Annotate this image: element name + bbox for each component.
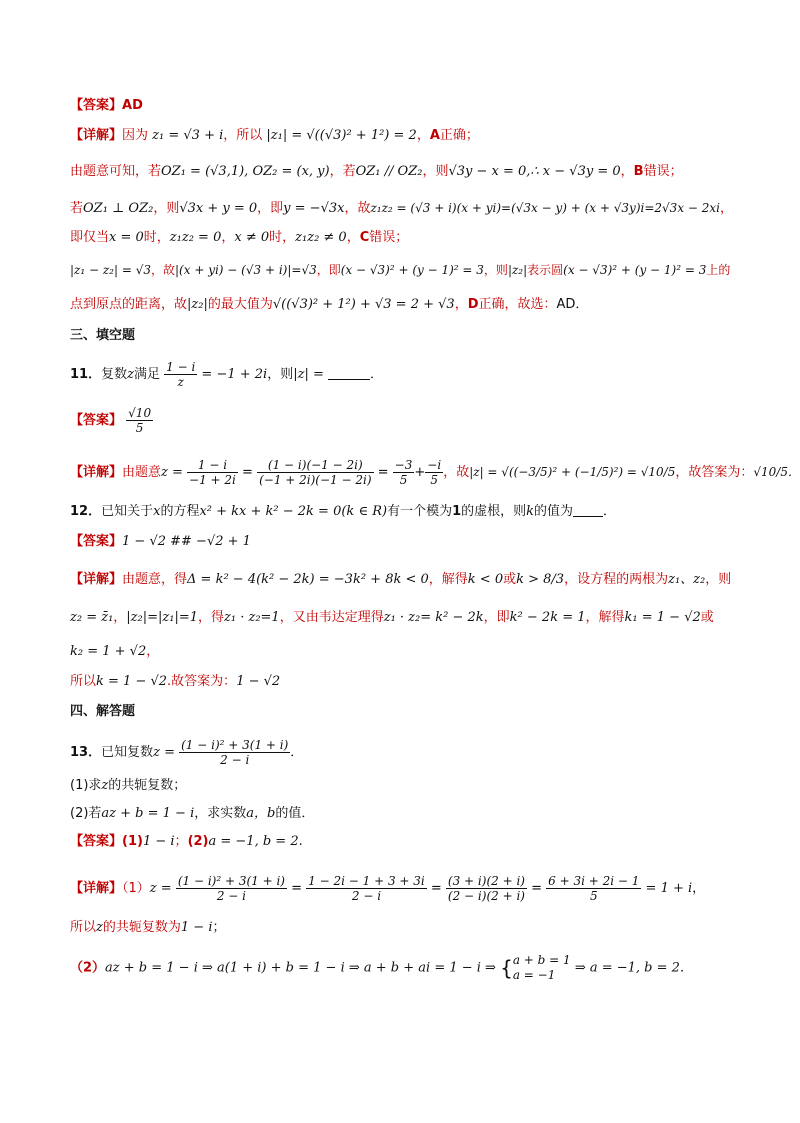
text: ， <box>146 644 160 659</box>
question-number: 12． <box>70 504 102 519</box>
math: |z₂| <box>507 263 528 277</box>
q13-detail-line-3 <box>70 953 693 983</box>
text: ，设方程的两根为 <box>564 572 669 587</box>
text: ，即 <box>316 263 341 277</box>
q12-detail-line-3 <box>70 642 159 662</box>
denominator: 5 <box>589 889 598 903</box>
text: ，故答案为： <box>675 465 754 480</box>
text: ，则 <box>267 367 294 382</box>
text: ，则 <box>422 164 449 179</box>
text: ； <box>212 920 226 935</box>
denominator: 2 − i <box>216 889 246 903</box>
text: ， <box>620 164 634 179</box>
fraction <box>164 360 197 389</box>
text: 有一个模为 <box>387 504 453 519</box>
q10-answer-line <box>70 96 143 116</box>
math: x = 0 <box>109 230 144 245</box>
numerator: (1 − i)(−1 − 2i) <box>257 458 373 473</box>
math: x² + kx + k² − 2k = 0(k ∈ R) <box>199 504 388 519</box>
math: 1 − i <box>142 834 175 849</box>
q12-question <box>70 502 616 522</box>
option-letter: D <box>467 297 479 312</box>
answer-value: AD <box>122 98 143 113</box>
text: 时， <box>143 230 170 245</box>
text: ， <box>416 128 430 143</box>
fraction <box>446 874 527 903</box>
text: ， <box>346 230 360 245</box>
math: z₁z₂ = 0 <box>169 230 222 245</box>
fraction <box>257 458 373 487</box>
text: ，又由韦达定理得 <box>279 610 384 625</box>
text: 时， <box>269 230 296 245</box>
math: a + b = 1 <box>512 953 571 967</box>
answer-blank <box>573 502 603 517</box>
text: 因为 <box>122 128 149 143</box>
q12-answer-line <box>70 532 251 552</box>
math: k₁ = 1 − √2 <box>624 610 701 625</box>
question-number: 13． <box>70 745 102 760</box>
detail-tag: 【详解】 <box>70 881 123 896</box>
math: √((√3)² + 1²) + √3 = 2 + √3 <box>272 297 455 312</box>
denominator: 5 <box>430 473 439 487</box>
text: ，故 <box>443 465 470 480</box>
text: (2) <box>187 834 209 849</box>
math: z = <box>149 881 172 896</box>
text: ， <box>454 297 468 312</box>
text: （2） <box>70 960 106 976</box>
math: k > 8/3 <box>516 572 565 587</box>
math: |(x + yi) − (√3 + i)|=√3 <box>175 263 317 277</box>
math: OZ₁ // OZ₂ <box>355 164 423 179</box>
section-heading-solutions: 四、解答题 <box>70 704 136 719</box>
text: 正确； <box>439 128 479 143</box>
numerator: (1 − i)² + 3(1 + i) <box>181 738 289 752</box>
text: 已知复数 <box>101 745 154 760</box>
math: k² − 2k = 1 <box>509 610 586 625</box>
numerator: (1 − i)² + 3(1 + i) <box>177 874 285 888</box>
math: ⇒ a = −1, b = 2． <box>574 960 693 976</box>
text: 表示圆 <box>527 263 564 277</box>
text: ， <box>221 230 235 245</box>
math: z₁z₂ ≠ 0 <box>295 230 347 245</box>
denominator: (−1 + 2i)(−1 − 2i) <box>259 473 372 487</box>
text: 点到原点的距离，故 <box>70 297 188 312</box>
denominator: 5 <box>135 421 144 435</box>
numerator: 1 − i <box>166 360 196 374</box>
math: k <box>526 504 535 519</box>
denominator: −1 + 2i <box>189 473 236 487</box>
math: z₁ = √3 + i <box>152 128 224 143</box>
fraction <box>393 458 415 487</box>
fraction <box>546 874 641 903</box>
numerator: √10 <box>128 406 152 420</box>
math: a = −1, b = 2 <box>208 834 299 849</box>
text: ，故 <box>151 263 176 277</box>
math: y = −√3x <box>283 201 345 216</box>
math: = −1 + 2i <box>201 367 268 382</box>
fraction <box>425 458 443 487</box>
text: ，解得 <box>428 572 468 587</box>
numerator: 1 − 2i − 1 + 3 + 3i <box>308 874 425 888</box>
math: z = <box>161 465 183 480</box>
answer-tag: 【答案】 <box>70 98 123 113</box>
q10-detail-line-3 <box>70 198 733 219</box>
detail-tag: 【详解】 <box>70 128 123 143</box>
text: ，则 <box>705 572 732 587</box>
math: |z| = √((−3/5)² + (−1/5)²) = √10/5 <box>469 465 676 479</box>
option-letter: A <box>429 128 440 143</box>
math: a，b <box>246 806 276 821</box>
text: 上的 <box>706 263 731 277</box>
q10-detail-line-4 <box>70 228 408 248</box>
text: ，解得 <box>585 610 625 625</box>
text: 错误； <box>643 164 683 179</box>
numerator: −3 <box>394 458 413 472</box>
text: ，则 <box>483 263 508 277</box>
text: 复数 <box>101 367 128 382</box>
q13-part-2 <box>70 804 314 824</box>
text: 已知关于 <box>101 504 154 519</box>
text: ． <box>290 745 304 760</box>
math: az + b = 1 − i ⇒ a(1 + i) + b = 1 − i ⇒ a + b + ai = 1 − i ⇒ <box>105 960 496 976</box>
fraction <box>306 874 427 903</box>
numerator: 1 − i <box>187 458 238 473</box>
text: ； <box>174 834 188 849</box>
math: z₁ · z₂=1 <box>224 610 280 625</box>
math: x <box>153 504 161 519</box>
answer-tag: 【答案】 <box>70 834 123 849</box>
numerator: 6 + 3i + 2i − 1 <box>548 874 640 888</box>
math: x ≠ 0 <box>234 230 270 245</box>
math: z = <box>153 745 175 760</box>
answer-value: 1 − √2 ## −√2 + 1 <box>122 534 251 549</box>
text: .故答案为： <box>167 674 237 689</box>
q13-detail-line-1: 【详解】（1）z = $\frac{\text{(1 − i)² + 3(1 + i)}}{2 - i}$ = $\frac{1 - 2i - 1 + 3 + 3i}{2 - i}$ = $\frac{(3 + i)(2 + i)}{(2 - i)(2 + i)}$ = $\frac{6 + 3i + 2i - 1}{5}$ = 1 + i， <box>70 874 706 903</box>
math: k < 0 <box>467 572 504 587</box>
text: ． <box>370 367 384 382</box>
q10-detail-line-6 <box>70 295 588 315</box>
math: OZ₁ ⊥ OZ₂ <box>83 201 154 216</box>
answer-blank <box>328 365 370 380</box>
math: (x − √3)² + (y − 1)² = 3 <box>340 263 484 277</box>
text: (2)若 <box>70 806 102 821</box>
detail-tag: 【详解】 <box>70 572 123 587</box>
q10-detail-line-1 <box>70 126 479 146</box>
denominator: (2 − i)(2 + i) <box>447 889 525 903</box>
final-answer: AD． <box>556 297 589 312</box>
math: a = −1 <box>512 968 556 982</box>
text: 由题意，得 <box>122 572 188 587</box>
math: z <box>127 367 134 382</box>
math: = 1 + i <box>645 881 693 896</box>
text: ， <box>720 201 734 216</box>
math: |z₂| <box>187 297 208 312</box>
q10-detail-line-2 <box>70 162 683 182</box>
text: ， <box>113 610 127 625</box>
math: z₁ · z₂= k² − 2k <box>383 610 484 625</box>
text: ， <box>692 881 706 896</box>
fraction <box>179 738 290 767</box>
fraction <box>187 458 238 487</box>
math: |z₁ − z₂| = √3 <box>70 263 151 277</box>
q13-part-1 <box>70 776 186 796</box>
text: 正确，故选： <box>478 297 557 312</box>
text: (1)求 <box>70 778 102 793</box>
text: 满足 <box>133 367 160 382</box>
text: 的共轭复数为 <box>102 920 181 935</box>
text: 的最大值为 <box>207 297 273 312</box>
text: ，所以 <box>223 128 263 143</box>
q12-detail-line-4 <box>70 672 280 692</box>
q11-question <box>70 360 383 389</box>
text: + <box>414 465 426 480</box>
math: 1 − i <box>180 920 213 935</box>
text: (1) <box>122 834 143 849</box>
text: ，即 <box>483 610 510 625</box>
math: az + b = 1 − i <box>101 806 195 821</box>
math: |z| = <box>293 367 324 382</box>
math: 1 − √2 <box>236 674 281 689</box>
math: z <box>96 920 103 935</box>
text: ，则 <box>153 201 180 216</box>
denominator: z <box>177 375 184 389</box>
question-number: 11． <box>70 367 102 382</box>
text: ，故 <box>344 201 371 216</box>
text: 若 <box>70 201 84 216</box>
detail-tag: 【详解】 <box>70 465 123 480</box>
text: 错误； <box>369 230 409 245</box>
text: 的值为 <box>534 504 574 519</box>
q13-detail-line-2 <box>70 918 226 938</box>
math: z₁、z₂ <box>668 572 706 587</box>
text: 1 <box>452 504 462 519</box>
text: 所以 <box>70 920 97 935</box>
answer-tag: 【答案】 <box>70 534 123 549</box>
text: 由题意 <box>122 465 162 480</box>
math: (x − √3)² + (y − 1)² = 3 <box>563 263 707 277</box>
denominator: 2 − i <box>351 889 382 903</box>
math: k₂ = 1 + √2 <box>70 644 147 659</box>
text: 的虚根，则 <box>461 504 527 519</box>
text: ，得 <box>198 610 225 625</box>
text: （1） <box>122 881 150 896</box>
text: ，求实数 <box>194 806 247 821</box>
q10-detail-line-5 <box>70 260 730 280</box>
answer-fraction <box>126 406 153 435</box>
math: z <box>101 778 109 793</box>
text: ，若 <box>329 164 356 179</box>
brace: { <box>500 956 513 980</box>
math: OZ₁ = (√3,1), OZ₂ = (x, y) <box>161 164 330 179</box>
q12-detail-line-1 <box>70 570 731 590</box>
text: 的共轭复数； <box>108 778 187 793</box>
section-heading-fill-in: 三、填空题 <box>70 328 136 343</box>
option-letter: C <box>359 230 370 245</box>
q12-detail-line-2 <box>70 608 714 628</box>
denominator: 5 <box>399 473 408 487</box>
math: z₂ = z̄₁ <box>70 610 114 625</box>
math: √3x + y = 0 <box>179 201 258 216</box>
math: √10/5． <box>753 465 800 479</box>
text: ，即 <box>257 201 284 216</box>
math: Δ = k² − 4(k² − 2k) = −3k² + 8k < 0 <box>187 572 429 587</box>
text: 或 <box>503 572 517 587</box>
q13-answer-line <box>70 832 303 852</box>
math: |z₂|=|z₁|=1 <box>126 610 198 625</box>
text: 即仅当 <box>70 230 110 245</box>
math: √3y − x = 0,∴ x − √3y = 0 <box>448 164 621 179</box>
math: k = 1 − √2 <box>96 674 168 689</box>
text: 所以 <box>70 674 97 689</box>
math: z₁z₂ = (√3 + i)(x + yi)=(√3x − y) + (x + √3y)i=2√3x − 2xi <box>370 201 721 215</box>
text: . <box>298 834 303 849</box>
numerator: −i <box>427 458 442 472</box>
math: |z₁| = √((√3)² + 1²) = 2 <box>266 128 417 143</box>
text: 由题意可知，若 <box>70 164 162 179</box>
numerator: (3 + i)(2 + i) <box>447 874 525 888</box>
text: 的方程 <box>160 504 200 519</box>
q13-question <box>70 738 303 767</box>
option-letter: B <box>633 164 644 179</box>
equation-system <box>513 953 571 983</box>
text: 或 <box>700 610 714 625</box>
q11-answer-line <box>70 406 153 435</box>
q11-detail-line: 【详解】由题意z = $\frac{1 - i}{-1 + 2i}$ = $\frac{(1 - i)(-1 - 2i)}{(-1 + 2i)(-1 - 2i)}$ = $\frac{-3}{5}$ + $\frac{-i}{5}$ ，故|z| = √((−3/5)² + (−1/5)²) = √10/5，故答案为：√10/5． <box>70 458 800 487</box>
text: 的值． <box>275 806 315 821</box>
fraction <box>176 874 287 903</box>
denominator: 2 − i <box>220 753 250 767</box>
answer-tag: 【答案】 <box>70 413 123 428</box>
text: ． <box>603 504 617 519</box>
